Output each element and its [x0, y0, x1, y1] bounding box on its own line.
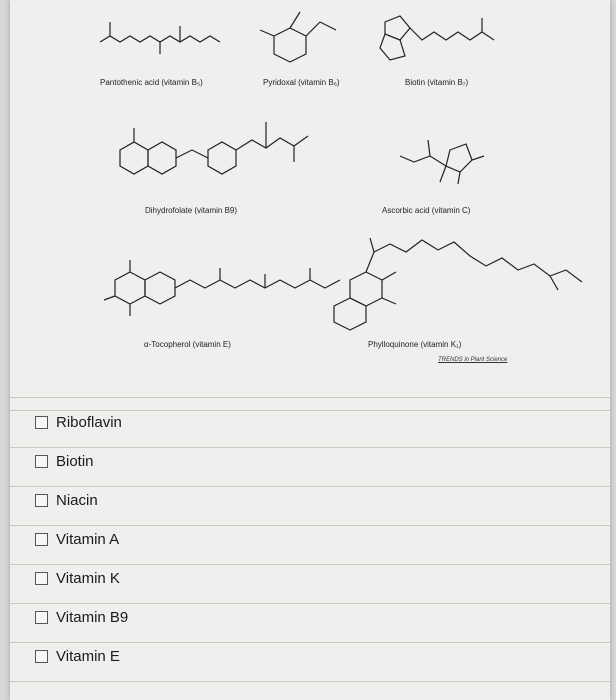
option-label: Vitamin A [56, 531, 120, 548]
divider [10, 642, 610, 643]
caption-pyridoxal: Pyridoxal (vitamin B₆) [263, 78, 340, 87]
divider [10, 603, 610, 604]
option-label: Vitamin K [56, 570, 120, 587]
divider [10, 564, 610, 565]
option-label: Vitamin B9 [56, 609, 129, 626]
pyridoxal-structure [260, 12, 336, 62]
phylloquinone-structure [334, 238, 582, 330]
caption-pantothenic: Pantothenic acid (vitamin B₅) [100, 78, 203, 87]
option-riboflavin[interactable] [35, 414, 122, 431]
option-label: Riboflavin [56, 414, 122, 431]
divider [10, 410, 610, 411]
option-vitamin-k[interactable] [35, 570, 120, 587]
option-vitamin-b9[interactable] [35, 609, 128, 626]
option-biotin[interactable] [35, 453, 94, 470]
checkbox[interactable] [35, 494, 48, 507]
divider [10, 397, 610, 398]
checkbox[interactable] [35, 416, 48, 429]
ascorbic-acid-structure [400, 140, 484, 184]
option-label: Niacin [56, 492, 98, 509]
dihydrofolate-structure [120, 122, 308, 174]
checkbox[interactable] [35, 650, 48, 663]
checkbox[interactable] [35, 572, 48, 585]
caption-biotin: Biotin (vitamin B₇) [405, 78, 469, 87]
option-label: Biotin [56, 453, 94, 470]
chemical-structures-drawing [10, 0, 610, 388]
option-vitamin-e[interactable] [35, 648, 120, 665]
divider [10, 681, 610, 682]
divider [10, 486, 610, 487]
tocopherol-structure [104, 260, 340, 316]
biotin-structure [380, 16, 494, 60]
checkbox[interactable] [35, 611, 48, 624]
caption-tocopherol: α-Tocopherol (vitamin E) [144, 340, 231, 349]
option-niacin[interactable] [35, 492, 98, 509]
caption-dihydrofolate: Dihydrofolate (vitamin B9) [145, 206, 238, 215]
option-vitamin-a[interactable] [35, 531, 119, 548]
caption-ascorbic: Ascorbic acid (vitamin C) [382, 206, 471, 215]
checkbox[interactable] [35, 455, 48, 468]
vitamin-structures-figure [10, 0, 610, 388]
divider [10, 525, 610, 526]
pantothenic-acid-structure [100, 22, 220, 54]
caption-phylloquinone: Phylloquinone (vitamin K₁) [368, 340, 462, 349]
checkbox[interactable] [35, 533, 48, 546]
figure-credit: TRENDS in Plant Science [438, 357, 508, 363]
divider [10, 447, 610, 448]
option-label: Vitamin E [56, 648, 120, 665]
